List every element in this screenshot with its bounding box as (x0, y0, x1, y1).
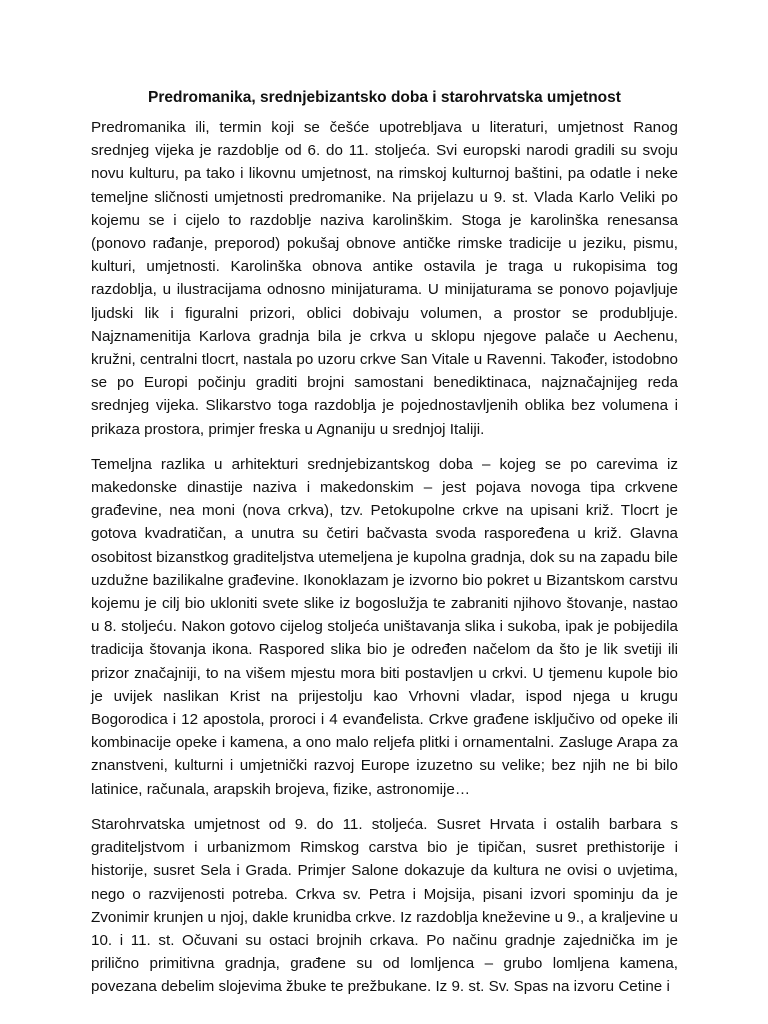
paragraph-starohrvatska-umjetnost: Starohrvatska umjetnost od 9. do 11. stoljeća. Susret Hrvata i ostalih barbara s graditeljstvom i urbanizmom Rimskog carstva bio je tipičan, susret prethistorije i historije, susret Sela i Grada. Primjer Salone dokazuje da kultura ne ovisi o uvjetima, nego o razvijenosti potreba. Crkva sv. Petra i Mojsija, pisani izvori spominju da je Zvonimir krunjen u njoj, dakle krunidba crkve. Iz razdoblja kneževine u 9., a kraljevine u 10. i 11. st. Očuvani su ostaci brojnih crkava. Po načinu gradnje zajednička im je prilično primitivna gradnja, građene su od lomljenca – grubo lomljena kamena, povezana debelim slojevima žbuke te prežbukane. Iz 9. st. Sv. Spas na izvoru Cetine i (91, 815, 678, 996)
document-title: Predromanika, srednjebizantsko doba i starohrvatska umjetnost (148, 89, 621, 106)
paragraph-predromanika: Predromanika ili, termin koji se češće upotrebljava u literaturi, umjetnost Ranog srednjeg vijeka je razdoblje od 6. do 11. stoljeća. Svi europski narodi gradili su svoju novu kulturu, pa tako i likovnu umjetnost, na rimskoj kulturnoj baštini, pa odatle i neke temeljne sličnosti umjetnosti predromanike. Na prijelazu u 9. st. Vlada Karlo Veliki po kojemu se i cijelo to razdoblje naziva karolinškim. Stoga je karolinška renesansa (ponovo rađanje, preporod) pokušaj obnove antičke rimske tradicije u jeziku, pismu, kulturi, umjetnosti. Karolinška obnova antike ostavila je traga u rukopisima tog razdoblja, u ilustracijama odnosno minijaturama. U minijaturama se ponovo pojavljuje ljudski lik i figuralni prizori, oblici dobivaju volumen, a prostor se produbljuje. Najznamenitija Karlova gradnja bila je crkva u sklopu njegove palače u Aechenu, kružni, centralni tlocrt, nastala po uzoru crkve San Vitale u Ravenni. Također, istodobno se po Europi počinju graditi brojni samostani benediktinaca, najznačajnijeg reda srednjeg vijeka. Slikarstvo toga razdoblja je pojednostavljenih oblika bez volumena i prikaza prostora, primjer freska u Agnaniju u srednjoj Italiji. (91, 119, 678, 438)
document-body (91, 86, 678, 1011)
paragraph-srednjebizantsko-doba: Temeljna razlika u arhitekturi srednjebizantskog doba – kojeg se po carevima iz makedonske dinastije naziva i makedonskim – jest pojava novoga tipa crkvene građevine, nea moni (nova crkva), tzv. Petokupolne crkve na upisani križ. Tlocrt je gotova kvadratičan, a unutra su četiri bačvasta svoda raspoređena u križ. Glavna osobitost bizanstkog graditeljstva utemeljena je kupolna gradnja, dok su na zapadu bile uzdužne bazilikalne građevine. Ikonoklazam je izvorno bio pokret u Bizantskom carstvu kojemu je cilj bio ukloniti svete slike iz bogoslužja te zabraniti njihovo štovanje, nastao u 8. stoljeću. Nakon gotovo cijelog stoljeća uništavanja slika i sukoba, ipak je pobijedila tradicija štovanja ikona. Raspored slika bio je određen načelom da što je lik svetiji ili prizor značajniji, to na višem mjestu mora biti postavljen u crkvi. U tjemenu kupole bio je uvijek naslikan Krist na prijestolju kao Vrhovni vladar, ispod njega u krugu Bogorodica i 12 apostola, proroci i 4 evanđelista. Crkve građene isključivo od opeke ili kombinacije opeke i kamena, a ono malo reljefa plitki i ornamentalni. Zasluge Arapa za znanstveni, kulturni i umjetnički razvoj Europe izuzetno su velike; bez njih ne bi bilo latinice, računala, arapskih brojeva, fizike, astronomije… (91, 455, 678, 798)
